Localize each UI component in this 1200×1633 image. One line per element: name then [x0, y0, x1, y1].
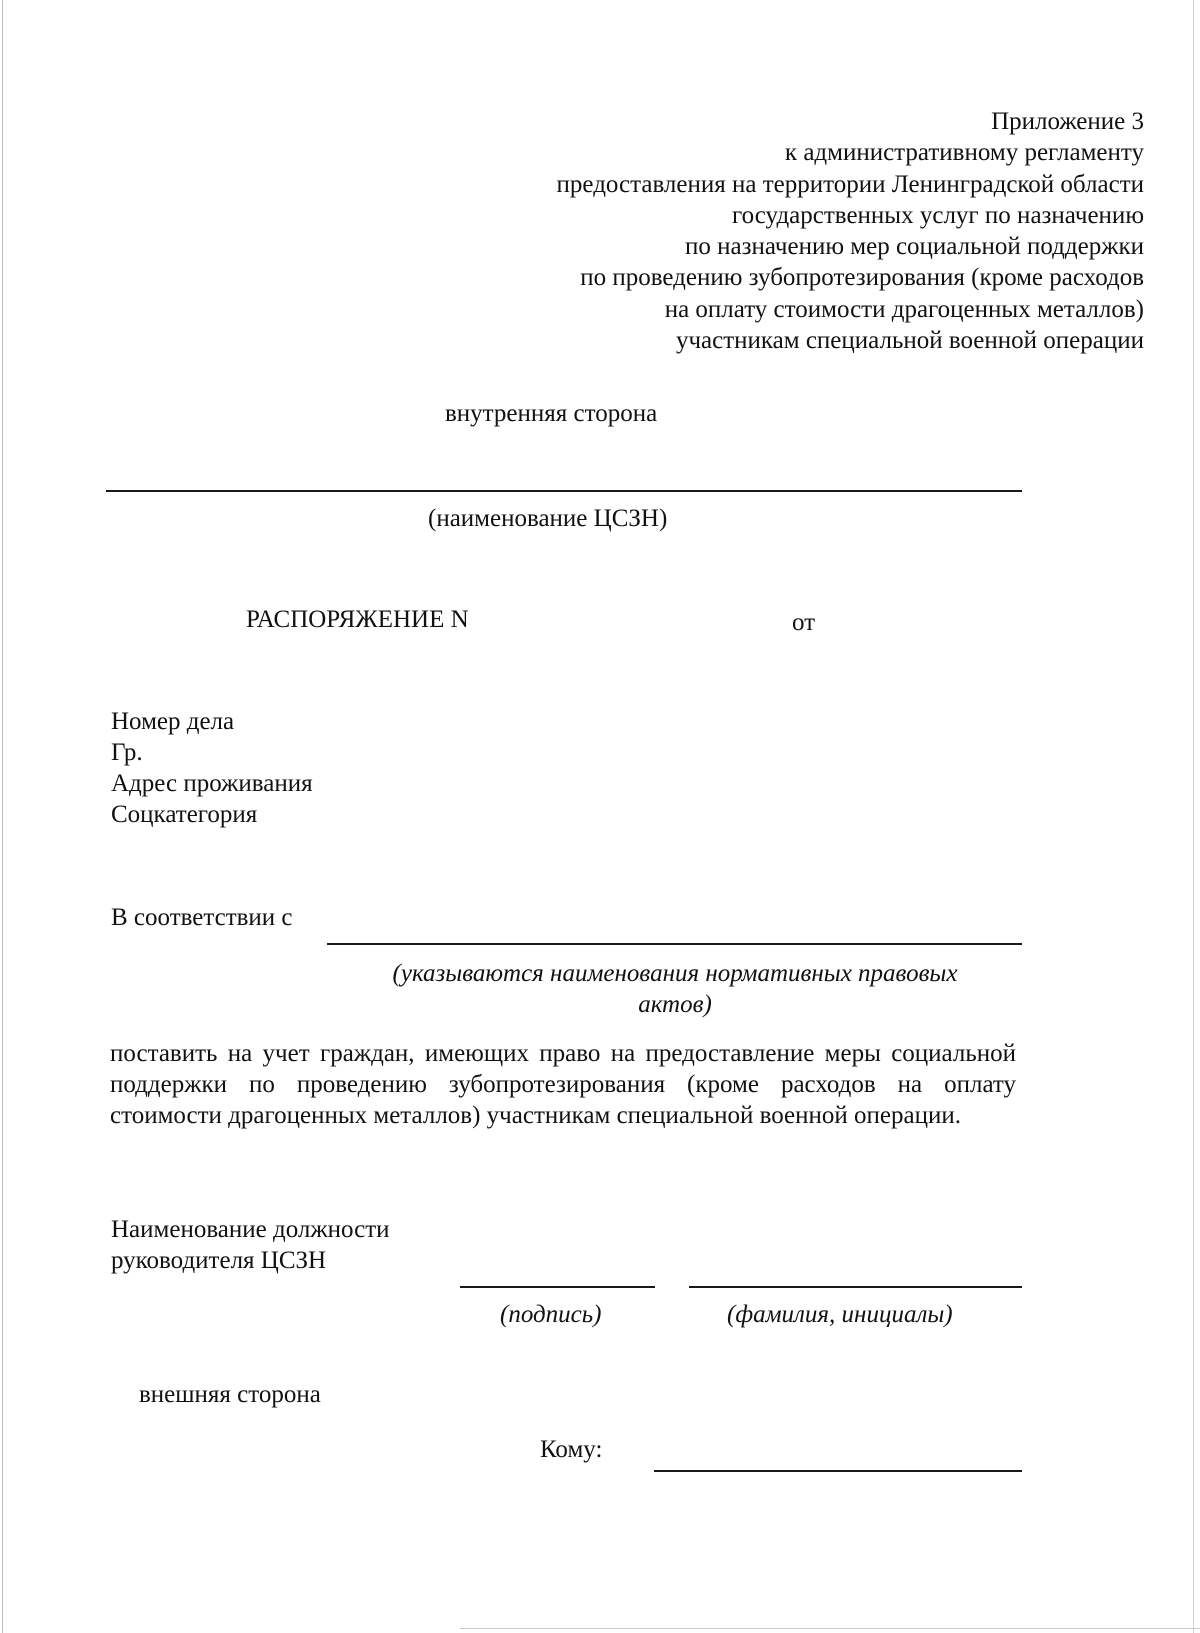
legal-basis-note — [340, 958, 1010, 1020]
recipient-line — [654, 1470, 1022, 1472]
order-date-label: от — [792, 609, 816, 636]
scan-edge-bottom — [460, 1628, 1200, 1629]
address-label: Адрес проживания — [111, 770, 313, 797]
org-name-caption: (наименование ЦСЗН) — [428, 505, 668, 532]
position-label-line1: Наименование должности — [111, 1216, 390, 1243]
scan-edge-left — [2, 0, 3, 1633]
case-number-label: Номер дела — [111, 708, 235, 735]
social-category-label: Соцкатегория — [111, 801, 258, 828]
recipient-label: Кому: — [540, 1436, 603, 1463]
header-line: на оплату стоимости драгоценных металлов) — [664, 295, 1144, 323]
org-name-line — [106, 490, 1022, 492]
signature-caption: (подпись) — [500, 1301, 602, 1328]
outer-side-label: внешняя сторона — [139, 1381, 321, 1408]
name-line — [689, 1286, 1022, 1288]
header-line: по назначению мер социальной поддержки — [684, 233, 1144, 261]
header-line: предоставления на территории Ленинградской области — [556, 170, 1144, 198]
header-line: участникам специальной военной операции — [675, 327, 1144, 355]
legal-basis-line — [327, 943, 1022, 945]
position-label-line2: руководителя ЦСЗН — [111, 1247, 327, 1274]
legal-basis-note-line: (указываются наименования нормативных правовых — [392, 960, 958, 987]
signature-line — [460, 1286, 655, 1288]
decision-text: поставить на учет граждан, имеющих право на предоставление меры социальной поддержки по проведению зубопротезирования (кроме расходов на оплату стоимости драгоценных металлов) участникам специальной военной операции. — [110, 1040, 1016, 1129]
appendix-header — [557, 106, 1144, 356]
order-title: РАСПОРЯЖЕНИЕ N — [246, 606, 469, 633]
legal-basis-label: В соответствии с — [111, 904, 293, 931]
legal-basis-note-line: актов) — [638, 991, 712, 1018]
citizen-label: Гр. — [111, 739, 143, 766]
header-line: по проведению зубопротезирования (кроме расходов — [580, 264, 1144, 292]
inner-side-label: внутренняя сторона — [445, 400, 658, 427]
scan-edge-right — [1193, 0, 1194, 1633]
header-line: к административному регламенту — [784, 139, 1144, 167]
header-line: государственных услуг по назначению — [732, 201, 1144, 229]
header-line: Приложение 3 — [991, 108, 1144, 135]
name-caption: (фамилия, инициалы) — [727, 1301, 953, 1328]
